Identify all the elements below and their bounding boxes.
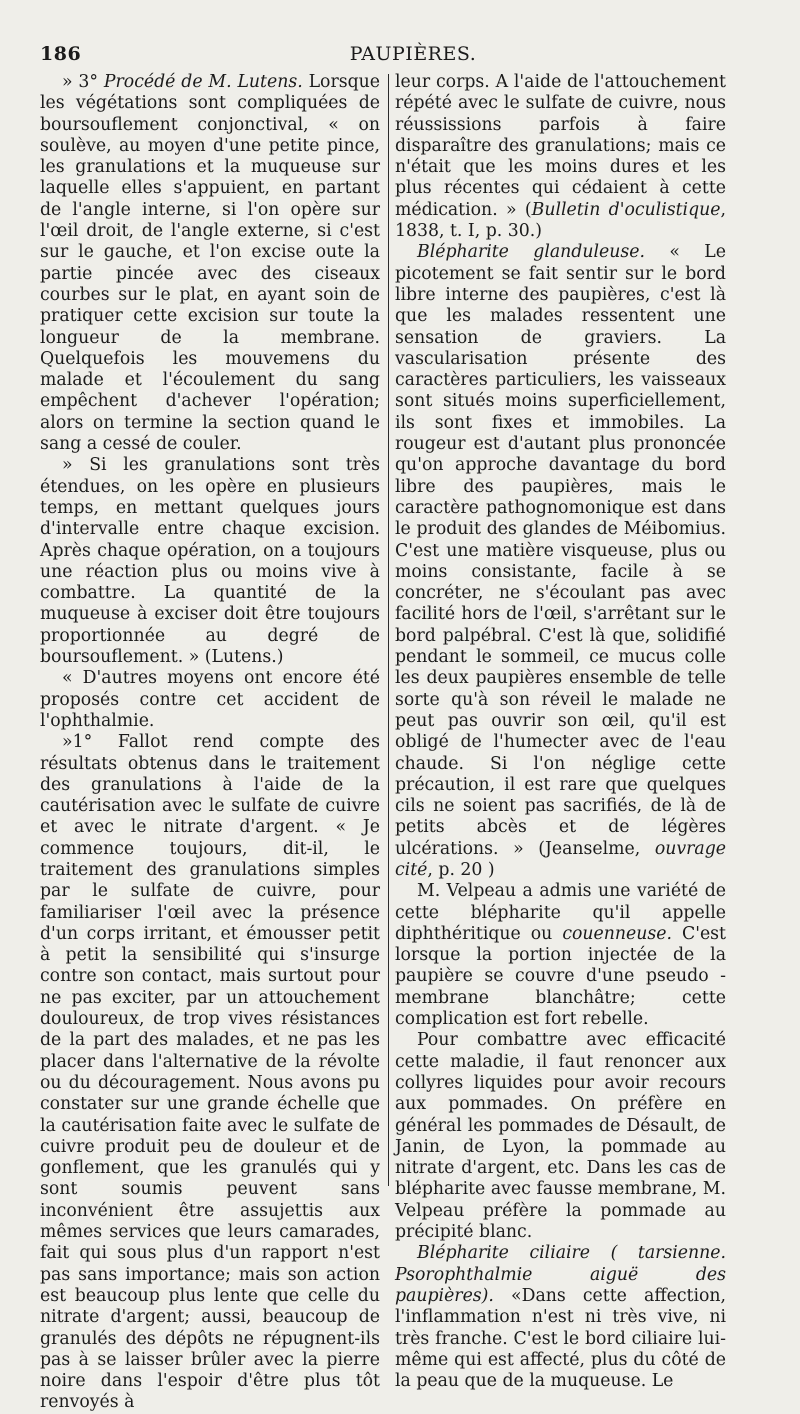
page-number: 186 <box>40 43 82 65</box>
paragraph-text: « Le picotement se fait sentir sur le bord libre interne des paupières, c'est là que les malades ressentent une sensation de graviers. La vascularisation présente des caractères particuliers, les vaisseaux sont situés moins superficiellement, ils sont fixes et immobiles. La rougeur est d'autant plus prononcée qu'on approche davantage du bord libre des paupières, mais le caractère pathognomonique est dans le produit des glandes de Méibomius. C'est une matière visqueuse, plus ou moins consistante, facile à se concréter, ne s'écoulant pas avec facilité hors de l'œil, s'arrêtant sur le bord palpébral. C'est là que, solidifié pendant le sommeil, ce mucus colle les deux paupières ensemble de telle sorte qu'à son réveil le malade ne peut pas ouvrir son œil, qu'il est obligé de l'humecter avec de l'eau chaude. Si l'on néglige cette précaution, il est rare que quelques cils ne soient pas sacrifiés, de là de petits abcès et de légères ulcérations. » (Jeanselme, <box>395 242 726 859</box>
section-title: Blépharite ciliaire ( tarsienne. Psorophthalmie aiguë des paupières). <box>395 1243 726 1306</box>
left-column <box>40 72 380 1414</box>
right-column <box>395 72 726 1392</box>
running-head: PAUPIÈRES. <box>349 43 477 65</box>
source-reference: , 1838, t. I, p. 30.) <box>395 199 726 242</box>
paragraph-fallot: »1° Fallot rend compte des résultats obtenus dans le traitement des granulations à l'aide de la cautérisation avec le sulfate de cuivre et avec le nitrate d'argent. « Je commence toujours, dit-il, le traitement des granulations simples par le sulfate de cuivre, pour familiariser l'œil avec la présence d'un corps irritant, et émousser petit à petit la sensibilité qui s'insurge contre son contact, mais surtout pour ne pas exciter, par un attouchement douloureux, de trop vives résistances de la part des malades, et ne pas les placer dans l'alternative de la révolte ou du découragement. Nous avons pu constater sur une grande échelle que la cautérisation faite avec le sulfate de cuivre produit peu de douleur et de gonflement, que les granulés qui y sont soumis peuvent sans inconvénient être assujettis aux mêmes services que leurs camarades, fait qui sous plus d'un rapport n'est pas sans importance; mais son action est beaucoup plus lente que celle du nitrate d'argent; aussi, beaucoup de granulés des dépôts ne répugnent-ils pas à se laisser brûler avec la pierre noire dans l'espoir d'être plus tôt renvoyés à <box>40 732 380 1413</box>
paragraph-text: Lorsque les végétations sont compliquées de boursouflement conjonctival, « on soulève, au moyen d'une petite pince, les granulations et la muqueuse sur laquelle elles s'appuient, en partant de l'angle interne, si l'on opère sur l'œil droit, de l'angle externe, si c'est sur le gauche, et l'on excise oute la partie pincée avec des ciseaux courbes sur le plat, en ayant soin de pratiquer cette excision sur toute la longueur de la membrane. Quelquefois les mouvemens du malade et l'écoulement du sang empêchent d'achever l'opération; alors on termine la section quand le sang a cessé de couler. <box>40 72 380 455</box>
procedure-title: Procédé de M. Lutens. <box>103 72 303 92</box>
paragraph-other-means: « D'autres moyens ont encore été proposés contre cet accident de l'ophthalmie. <box>40 668 380 731</box>
source-title: Bulletin d'oculistique <box>531 199 721 220</box>
paragraph-blepharite-ciliaire <box>395 1243 726 1392</box>
page-reference: , p. 20 ) <box>427 859 495 880</box>
paragraph-granulations-extended: » Si les granulations sont très étendues, on les opère en plusieurs temps, en mettant quelques jours d'intervalle entre chaque excision. Après chaque opération, on a toujours une réaction plus ou moins vive à combattre. La quantité de la muqueuse à exciser doit être toujours proportionnée au degré de boursouflement. » (Lutens.) <box>40 455 380 668</box>
paragraph-continuation <box>395 72 726 242</box>
page-header <box>40 40 786 70</box>
paragraph-blepharite-glanduleuse <box>395 242 726 881</box>
paragraph-lutens-procedure <box>40 72 380 455</box>
paragraph-velpeau <box>395 881 726 1030</box>
paragraph-treatment: Pour combattre avec efficacité cette maladie, il faut renoncer aux collyres liquides pour avoir recours aux pommades. On préfère en général les pommades de Désault, de Janin, de Lyon, la pommade au nitrate d'argent, etc. Dans les cas de blépharite avec fausse membrane, M. Velpeau préfère la pommade au précipité blanc. <box>395 1030 726 1243</box>
paragraph-lead: » 3° <box>62 72 104 92</box>
paragraph-text-continued: C'est lorsque la portion injectée de la paupière se couvre d'une pseudo - membrane blanchâtre; cette complication est fort rebelle. <box>395 923 726 1030</box>
paragraph-text: «Dans cette affection, l'inflammation n'est ni très vive, ni très franche. C'est le bord ciliaire lui-même qui est affecté, plus du côté de la peau que de la muqueuse. Le <box>395 1285 726 1392</box>
italic-term: couenneuse. <box>562 923 672 944</box>
paragraph-text: M. Velpeau a admis une variété de cette blépharite qu'il appelle diphthéritique ou <box>395 881 726 944</box>
column-divider <box>388 74 389 1186</box>
cited-work: ouvrage cité <box>395 838 726 880</box>
section-title: Blépharite glanduleuse. <box>417 242 645 263</box>
paragraph-text: leur corps. A l'aide de l'attouchement répété avec le sulfate de cuivre, nous réussissions parfois à faire disparaître des granulations; mais ce n'était que les moins dures et les plus récentes qui cédaient à cette médication. » ( <box>395 72 726 220</box>
